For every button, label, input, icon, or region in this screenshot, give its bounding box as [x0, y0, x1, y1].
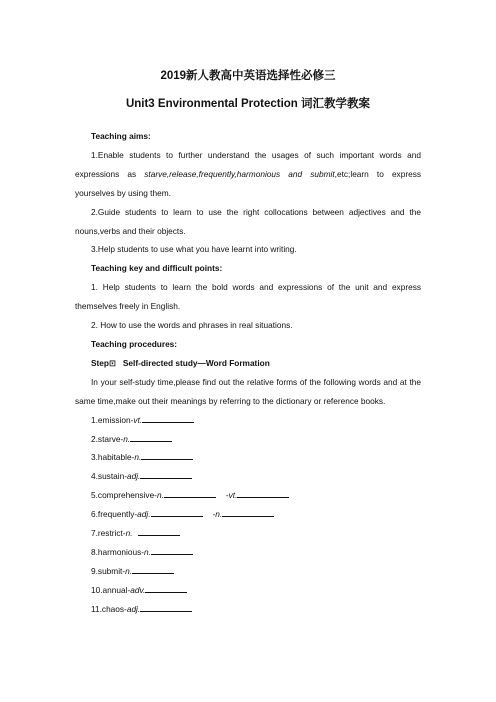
key-point-2: 2. How to use the words and phrases in real situations. [91, 320, 293, 331]
exercise-item: 6.frequently-adj. -n. [75, 505, 421, 524]
document-body [75, 127, 421, 619]
answer-blank[interactable] [141, 451, 193, 460]
answer-blank[interactable] [140, 470, 192, 479]
answer-blank[interactable] [237, 489, 289, 498]
key-points-heading: Teaching key and difficult points: [91, 263, 223, 274]
document-subtitle: Unit3 Environmental Protection 词汇教学教案 [125, 98, 371, 110]
answer-blank[interactable] [151, 508, 203, 517]
exercise-item: 1.emission-vt. [75, 411, 421, 430]
answer-blank[interactable] [151, 546, 193, 555]
answer-blank[interactable] [222, 508, 274, 517]
aims-heading: Teaching aims: [91, 131, 151, 141]
step-intro: In your self-study time,please find out the relative forms of the following words and at the same time,make out their meanings by referring to the dictionary or reference books. [75, 376, 421, 406]
exercise-item: 8.harmonious-n. [75, 543, 421, 562]
exercise-item: 2.starve-n. [75, 430, 421, 449]
step-heading: Step⊡ Self-directed study—Word Formation [91, 357, 270, 368]
exercise-item: 4.sustain-adj. [75, 467, 421, 486]
aim-2: 2.Guide students to learn to use the right collocations between adjectives and the nouns,verbs and their objects. [75, 206, 421, 236]
answer-blank[interactable] [145, 584, 187, 593]
answer-blank[interactable] [142, 414, 194, 423]
aim-3: 3.Help students to use what you have learnt into writing. [91, 244, 297, 255]
procedures-heading: Teaching procedures: [91, 338, 178, 349]
document-title: 2019新人教高中英语选择性必修三 [160, 70, 336, 82]
answer-blank[interactable] [164, 489, 216, 498]
aim-1: 1.Enable students to further understand the usages of such important words and expressions as starve,release,frequently,harmonious and submit,etc;learn to express yourselves by using them. [75, 149, 421, 198]
exercise-item: 9.submit-n. [75, 562, 421, 581]
exercise-item: 10.annual-adv. [75, 581, 421, 600]
exercise-item: 5.comprehensive-n. -vt. [75, 486, 421, 505]
exercise-item: 7.restrict-n. [75, 524, 421, 543]
answer-blank[interactable] [138, 527, 180, 536]
exercise-item: 3.habitable-n. [75, 448, 421, 467]
exercise-item: 11.chaos-adj. [75, 600, 421, 619]
answer-blank[interactable] [130, 433, 172, 442]
answer-blank[interactable] [140, 603, 192, 612]
answer-blank[interactable] [132, 565, 174, 574]
key-point-1: 1. Help students to learn the bold words and expressions of the unit and express themselves freely in English. [75, 282, 421, 312]
